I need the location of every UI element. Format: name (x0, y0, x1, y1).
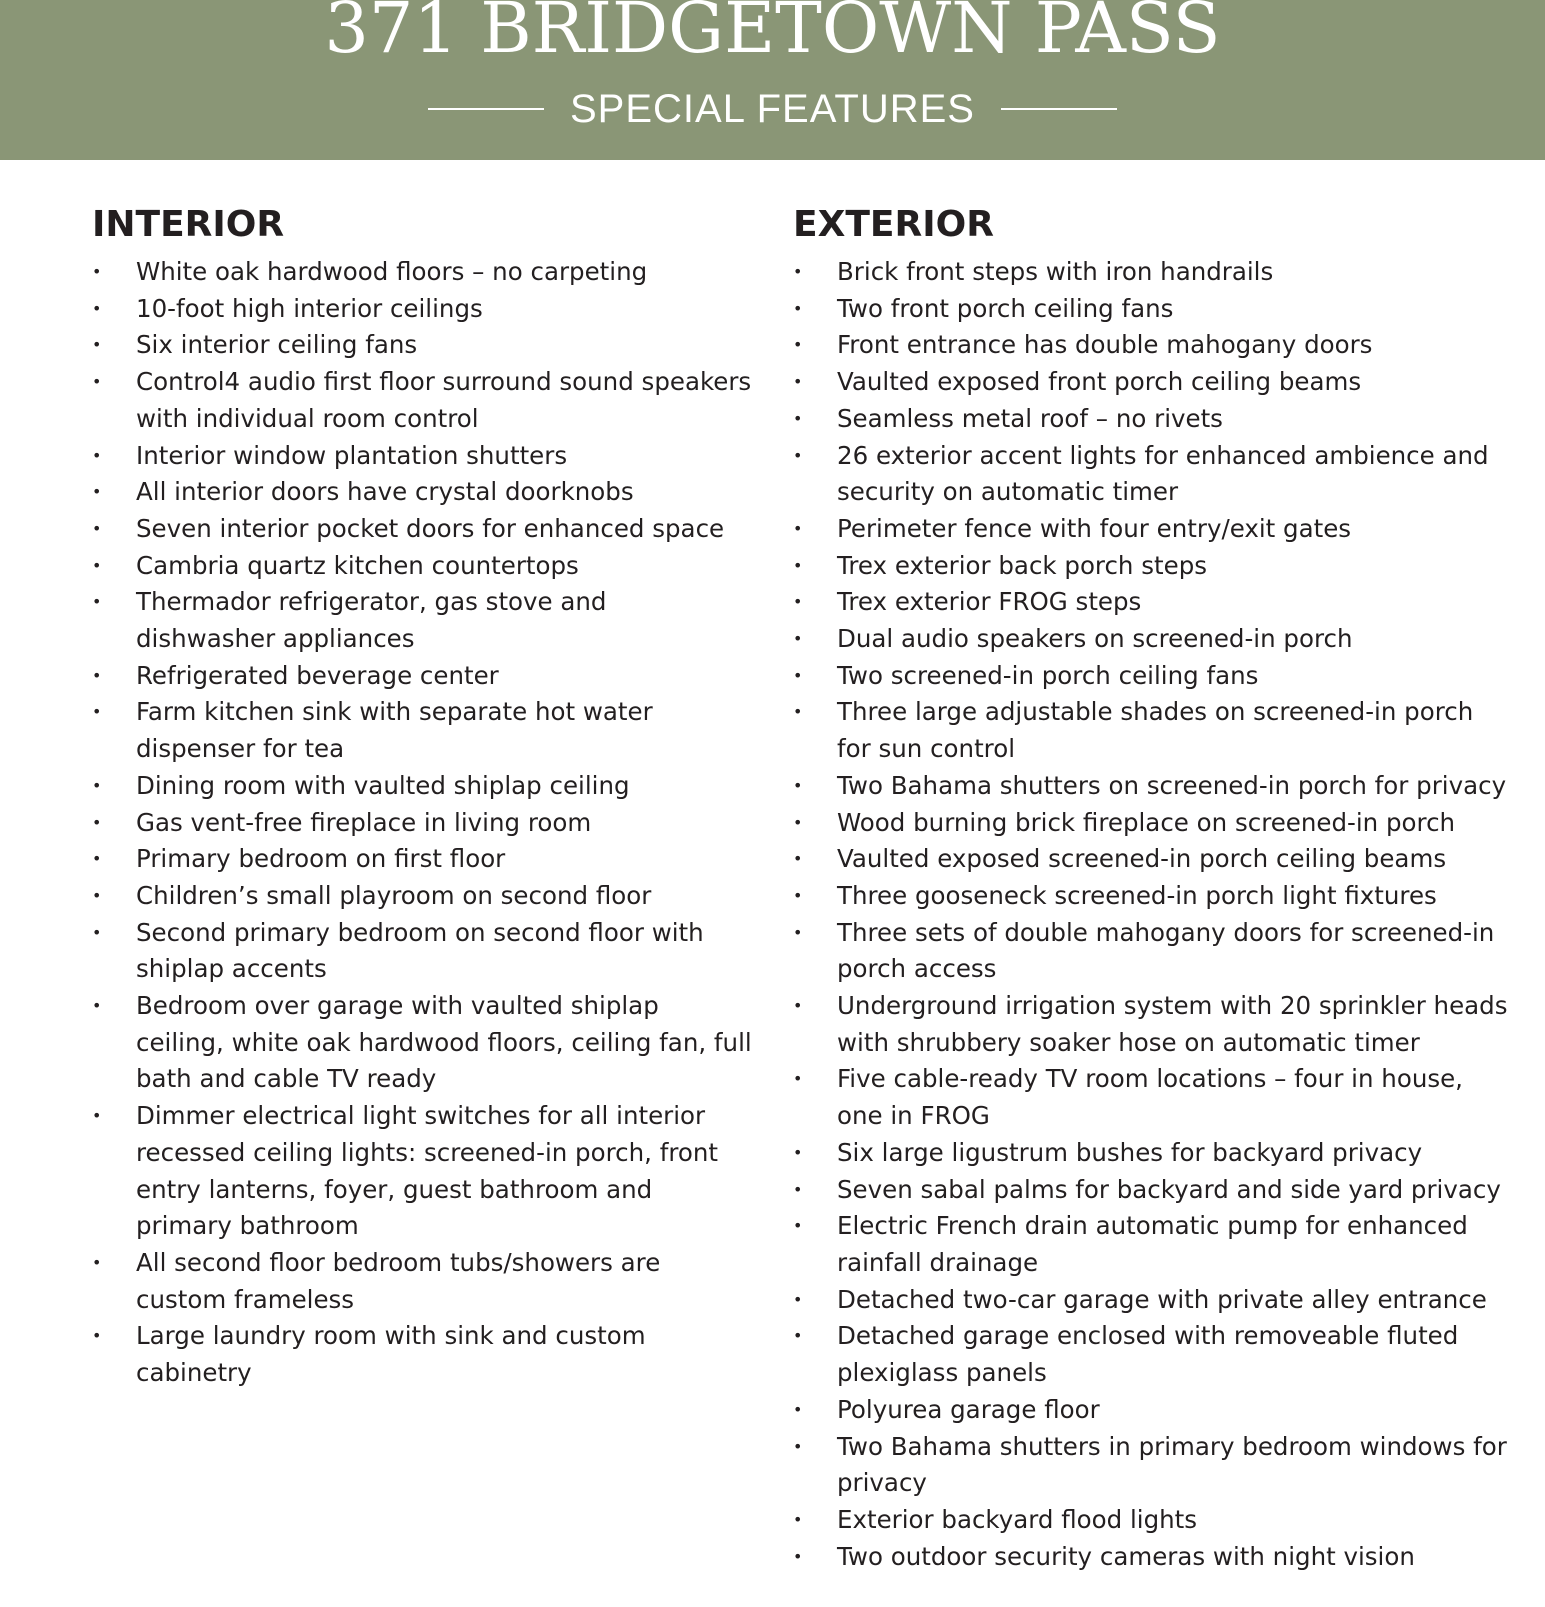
bullet-icon: • (793, 1399, 803, 1419)
feature-text: Seven interior pocket doors for enhanced space (136, 513, 725, 543)
bullet-icon: • (793, 1069, 803, 1089)
feature-item (92, 988, 752, 1098)
header-banner (0, 0, 1545, 160)
bullet-icon: • (793, 812, 803, 832)
bullet-icon: • (92, 665, 102, 685)
feature-item (92, 878, 752, 915)
bullet-icon: • (793, 1142, 803, 1162)
feature-item (793, 1318, 1513, 1391)
feature-item (793, 1392, 1513, 1429)
feature-item (793, 1539, 1513, 1576)
property-title: 371 BRIDGETOWN PASS (324, 0, 1221, 69)
feature-text: Seven sabal palms for backyard and side yard privacy (837, 1174, 1501, 1204)
feature-item (92, 694, 752, 767)
feature-text: Trex exterior FROG steps (837, 587, 1142, 617)
feature-item (793, 1502, 1513, 1539)
feature-item (793, 291, 1513, 328)
feature-item (793, 841, 1513, 878)
feature-text: 10-foot high interior ceilings (136, 293, 483, 323)
feature-text: Underground irrigation system with 20 sprinkler heads with shrubbery soaker hose on automatic timer (837, 991, 1508, 1057)
feature-item (92, 1245, 752, 1318)
bullet-icon: • (793, 922, 803, 942)
feature-item (92, 584, 752, 657)
feature-text: Thermador refrigerator, gas stove and dishwasher appliances (136, 587, 607, 654)
feature-item (793, 1282, 1513, 1319)
feature-text: Polyurea garage floor (837, 1394, 1100, 1424)
bullet-icon: • (92, 849, 102, 869)
feature-text: Dual audio speakers on screened-in porch (837, 624, 1353, 654)
feature-item (92, 291, 752, 328)
bullet-icon: • (793, 996, 803, 1016)
feature-text: Wood burning brick fireplace on screened-in porch (837, 807, 1456, 837)
bullet-icon: • (92, 1252, 102, 1272)
feature-item (92, 511, 752, 548)
feature-text: White oak hardwood floors – no carpeting (136, 257, 648, 286)
feature-item (92, 474, 752, 511)
right-divider (1001, 108, 1117, 110)
feature-text: Two front porch ceiling fans (837, 293, 1174, 323)
bullet-icon: • (92, 298, 102, 318)
feature-text: Three large adjustable shades on screened-in porch for sun control (837, 697, 1474, 764)
feature-item (92, 254, 752, 291)
bullet-icon: • (92, 885, 102, 905)
feature-text: Exterior backyard flood lights (837, 1504, 1198, 1534)
feature-item (793, 1172, 1513, 1209)
feature-item (793, 1429, 1513, 1502)
bullet-icon: • (793, 262, 803, 281)
feature-text: Vaulted exposed screened-in porch ceiling beams (837, 844, 1447, 874)
feature-item (92, 1098, 752, 1245)
bullet-icon: • (92, 996, 102, 1016)
bullet-icon: • (793, 849, 803, 869)
bullet-icon: • (793, 518, 803, 538)
bullet-icon: • (92, 1106, 102, 1126)
feature-text: 26 exterior accent lights for enhanced ambience and security on automatic timer (837, 440, 1489, 507)
feature-text: All second floor bedroom tubs/showers are custom frameless (136, 1247, 661, 1314)
interior-column (92, 200, 752, 1392)
feature-item (92, 1318, 752, 1391)
bullet-icon: • (92, 555, 102, 575)
feature-text: Electric French drain automatic pump for enhanced rainfall drainage (837, 1211, 1468, 1277)
bullet-icon: • (793, 1509, 803, 1529)
feature-text: Six interior ceiling fans (136, 330, 418, 360)
bullet-icon: • (92, 592, 102, 612)
feature-text: Farm kitchen sink with separate hot water dispenser for tea (136, 697, 653, 764)
subtitle-row (0, 84, 1545, 134)
feature-item (92, 438, 752, 475)
bullet-icon: • (793, 445, 803, 465)
bullet-icon: • (793, 1546, 803, 1566)
feature-text: Second primary bedroom on second floor with shiplap accents (136, 917, 704, 984)
feature-item (92, 915, 752, 988)
feature-item (793, 438, 1513, 511)
feature-text: Two Bahama shutters in primary bedroom windows for privacy (837, 1431, 1507, 1498)
feature-text: Perimeter fence with four entry/exit gates (837, 513, 1352, 543)
feature-item (793, 511, 1513, 548)
feature-item (92, 658, 752, 695)
feature-item (793, 327, 1513, 364)
feature-text: Dimmer electrical light switches for all interior recessed ceiling lights: screened-in porch, front entry lanterns, foyer, guest bathroom and primary bathroom (136, 1101, 718, 1241)
feature-item (793, 584, 1513, 621)
feature-item (92, 841, 752, 878)
bullet-icon: • (92, 482, 102, 502)
bullet-icon: • (92, 262, 102, 281)
bullet-icon: • (793, 665, 803, 685)
feature-item (793, 988, 1513, 1061)
feature-text: Large laundry room with sink and custom cabinetry (136, 1321, 646, 1388)
feature-item (793, 364, 1513, 401)
bullet-icon: • (793, 1436, 803, 1456)
feature-item (92, 327, 752, 364)
feature-text: Control4 audio first floor surround sound speakers with individual room control (136, 367, 752, 433)
feature-item (793, 1208, 1513, 1281)
feature-text: Trex exterior back porch steps (837, 550, 1208, 580)
feature-item (793, 1135, 1513, 1172)
feature-item (92, 364, 752, 437)
feature-text: Two screened-in porch ceiling fans (837, 660, 1259, 690)
feature-item (793, 548, 1513, 585)
feature-text: Bedroom over garage with vaulted shiplap ceiling, white oak hardwood floors, ceiling fan, full bath and cable TV ready (136, 991, 752, 1094)
feature-text: Three gooseneck screened-in porch light fixtures (837, 880, 1437, 910)
bullet-icon: • (793, 1216, 803, 1236)
left-divider (428, 108, 544, 110)
feature-item (793, 805, 1513, 842)
bullet-icon: • (793, 298, 803, 318)
bullet-icon: • (92, 372, 102, 392)
bullet-icon: • (793, 335, 803, 355)
bullet-icon: • (92, 775, 102, 795)
bullet-icon: • (92, 445, 102, 465)
interior-list (92, 254, 752, 1392)
feature-text: Primary bedroom on first floor (136, 844, 506, 874)
feature-item (92, 548, 752, 585)
feature-item (793, 1061, 1513, 1134)
feature-text: Gas vent-free fireplace in living room (136, 807, 592, 837)
feature-item (92, 768, 752, 805)
subtitle: SPECIAL FEATURES (570, 86, 975, 131)
feature-text: Interior window plantation shutters (136, 440, 568, 470)
bullet-icon: • (793, 702, 803, 722)
exterior-list (793, 254, 1513, 1575)
bullet-icon: • (793, 1326, 803, 1346)
feature-text: Six large ligustrum bushes for backyard privacy (837, 1137, 1423, 1167)
bullet-icon: • (92, 335, 102, 355)
bullet-icon: • (92, 518, 102, 538)
feature-item (793, 621, 1513, 658)
feature-text: Detached garage enclosed with removeable fluted plexiglass panels (837, 1321, 1459, 1388)
feature-text: All interior doors have crystal doorknobs (136, 477, 634, 507)
feature-item (92, 805, 752, 842)
feature-text: Dining room with vaulted shiplap ceiling (136, 770, 630, 800)
bullet-icon: • (793, 372, 803, 392)
feature-text: Five cable-ready TV room locations – four in house, one in FROG (837, 1064, 1463, 1131)
bullet-icon: • (793, 592, 803, 612)
feature-text: Seamless metal roof – no rivets (837, 403, 1223, 433)
bullet-icon: • (92, 922, 102, 942)
feature-text: Two outdoor security cameras with night vision (837, 1541, 1415, 1571)
bullet-icon: • (793, 1289, 803, 1309)
feature-text: Three sets of double mahogany doors for screened-in porch access (837, 917, 1495, 984)
feature-item (793, 694, 1513, 767)
bullet-icon: • (793, 1179, 803, 1199)
bullet-icon: • (793, 408, 803, 428)
feature-text: Children’s small playroom on second floor (136, 880, 652, 910)
feature-text: Detached two-car garage with private alley entrance (837, 1284, 1487, 1314)
bullet-icon: • (92, 812, 102, 832)
feature-text: Front entrance has double mahogany doors (837, 330, 1373, 360)
bullet-icon: • (793, 629, 803, 649)
feature-text: Brick front steps with iron handrails (837, 257, 1274, 286)
feature-text: Refrigerated beverage center (136, 660, 499, 690)
feature-text: Two Bahama shutters on screened-in porch for privacy (837, 770, 1507, 800)
feature-text: Cambria quartz kitchen countertops (136, 550, 579, 580)
feature-item (793, 915, 1513, 988)
bullet-icon: • (793, 885, 803, 905)
interior-heading: INTERIOR (92, 204, 285, 245)
exterior-column (793, 200, 1513, 1575)
bullet-icon: • (793, 555, 803, 575)
bullet-icon: • (793, 775, 803, 795)
feature-item (793, 254, 1513, 291)
feature-item (793, 401, 1513, 438)
bullet-icon: • (92, 702, 102, 722)
bullet-icon: • (92, 1326, 102, 1346)
feature-item (793, 768, 1513, 805)
feature-text: Vaulted exposed front porch ceiling beams (837, 367, 1362, 397)
feature-item (793, 658, 1513, 695)
exterior-heading: EXTERIOR (793, 204, 994, 245)
feature-item (793, 878, 1513, 915)
